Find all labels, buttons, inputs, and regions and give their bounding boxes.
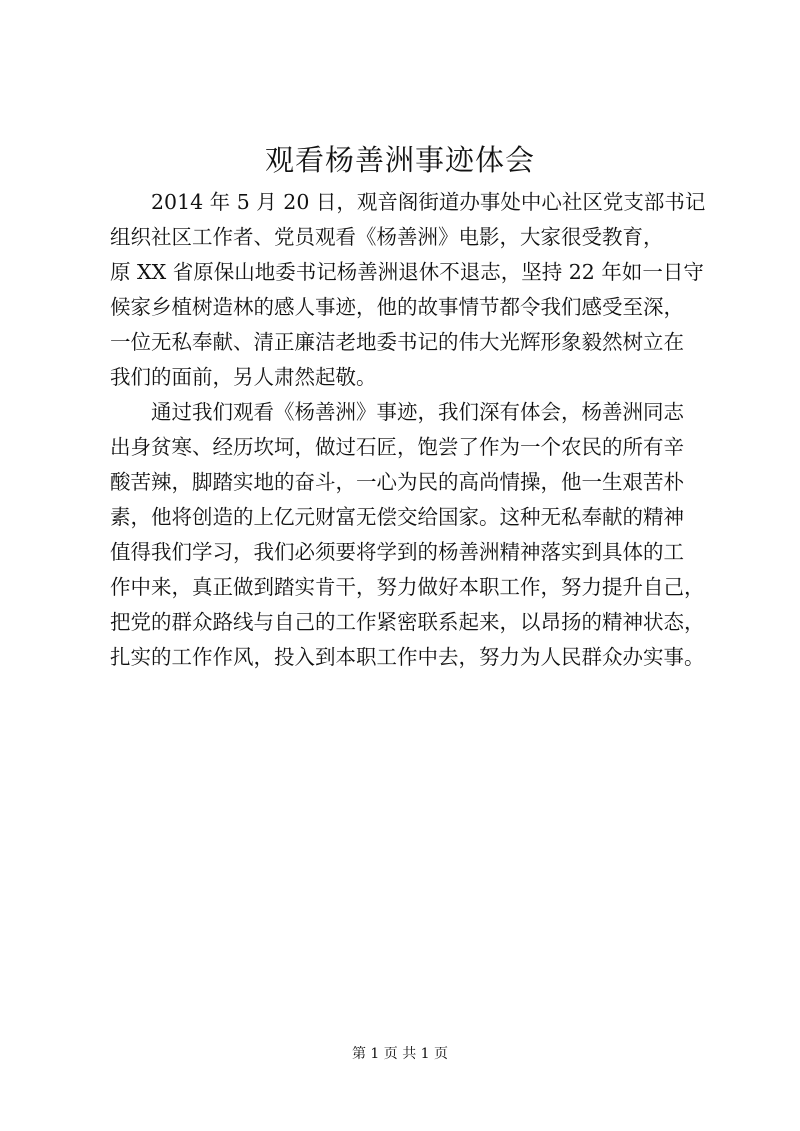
paragraph-line: 素，他将创造的上亿元财富无偿交给国家。这种无私奉献的精神 [110, 505, 684, 529]
paragraph-line: 原 XX 省原保山地委书记杨善洲退休不退志，坚持 22 年如一日守 [110, 260, 704, 284]
paragraph-line: 组织社区工作者、党员观看《杨善洲》电影，大家很受教育， [110, 225, 664, 249]
page-footer: 第 1 页 共 1 页 [351, 1046, 449, 1062]
paragraph-line: 候家乡植树造林的感人事迹，他的故事情节都令我们感受至深， [110, 295, 684, 319]
paragraph-line: 把党的群众路线与自己的工作紧密联系起来，以昂扬的精神状态， [110, 610, 705, 634]
paragraph-line: 一位无私奉献、清正廉洁老地委书记的伟大光辉形象毅然树立在 [110, 330, 684, 354]
paragraph-line: 出身贫寒、经历坎坷，做过石匠，饱尝了作为一个农民的所有辛 [110, 435, 684, 459]
paragraph-line: 值得我们学习，我们必须要将学到的杨善洲精神落实到具体的工 [110, 540, 684, 564]
paragraph-line: 我们的面前，另人肃然起敬。 [110, 365, 377, 389]
paragraph-2 [110, 395, 710, 675]
paragraph-line: 通过我们观看《杨善洲》事迹，我们深有体会，杨善洲同志 [151, 400, 684, 424]
paragraph-line: 酸苦辣，脚踏实地的奋斗，一心为民的高尚情操，他一生艰苦朴 [110, 470, 684, 494]
document-title: 观看杨善洲事迹体会 [264, 143, 535, 177]
paragraph-line: 作中来，真正做到踏实肯干，努力做好本职工作，努力提升自己， [110, 575, 705, 599]
paragraph-1 [110, 185, 710, 395]
paragraph-line: 2014 年 5 月 20 日，观音阁街道办事处中心社区党支部书记 [151, 190, 706, 214]
document-body [110, 185, 710, 675]
paragraph-line: 扎实的工作作风，投入到本职工作中去，努力为人民群众办实事。 [110, 645, 705, 669]
